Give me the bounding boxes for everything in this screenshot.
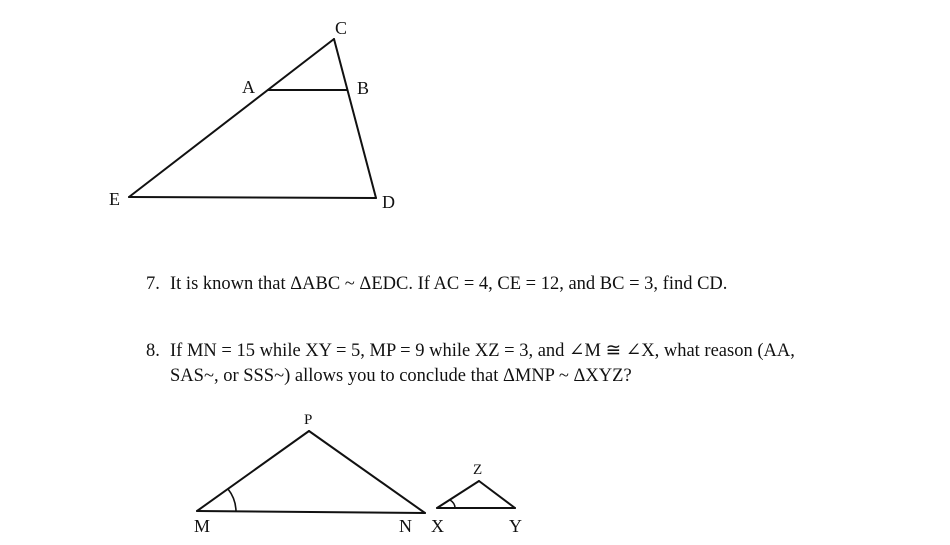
vertex-label-n: N [399, 516, 412, 536]
segment-ed [129, 197, 376, 198]
angle-mark-m [228, 489, 236, 512]
figure-triangle-mnp [194, 412, 425, 536]
problem-7-text: It is known that ΔABC ~ ΔEDC. If AC = 4, CE = 12, and BC = 3, find CD. [170, 274, 728, 294]
problem-8-text-line-2: SAS~, or SSS~) allows you to conclude that ΔMNP ~ ΔXYZ? [170, 366, 632, 386]
problem-8-line-2 [146, 364, 795, 389]
vertex-label-y: Y [509, 516, 522, 536]
vertex-label-e: E [109, 189, 120, 209]
problem-7-number: 7. [146, 274, 160, 294]
vertex-label-c: C [335, 18, 348, 38]
problem-8-number: 8. [146, 341, 160, 361]
figure-triangle-xyz [431, 462, 522, 536]
figure-triangle-ecd [109, 18, 395, 212]
problem-7 [146, 272, 727, 297]
vertex-label-a: A [242, 77, 255, 97]
vertex-label-d: D [382, 192, 395, 212]
vertex-label-m: M [194, 516, 211, 536]
problem-8-text-line-1: If MN = 15 while XY = 5, MP = 9 while XZ = 3, and ∠M ≅ ∠X, what reason (AA, [170, 341, 795, 361]
vertex-label-p: P [304, 412, 313, 428]
segment-xz [437, 481, 479, 508]
angle-mark-x [450, 500, 455, 508]
segment-pn [309, 431, 425, 513]
segment-mn [197, 511, 425, 513]
segment-cd [334, 39, 376, 198]
segment-ec [129, 39, 334, 197]
segment-zy [479, 481, 515, 508]
vertex-label-z: Z [473, 462, 483, 478]
problem-8 [146, 339, 795, 389]
problem-8-line-1 [146, 339, 795, 364]
vertex-label-x: X [431, 516, 444, 536]
vertex-label-b: B [357, 78, 370, 98]
segment-mp [197, 431, 309, 511]
